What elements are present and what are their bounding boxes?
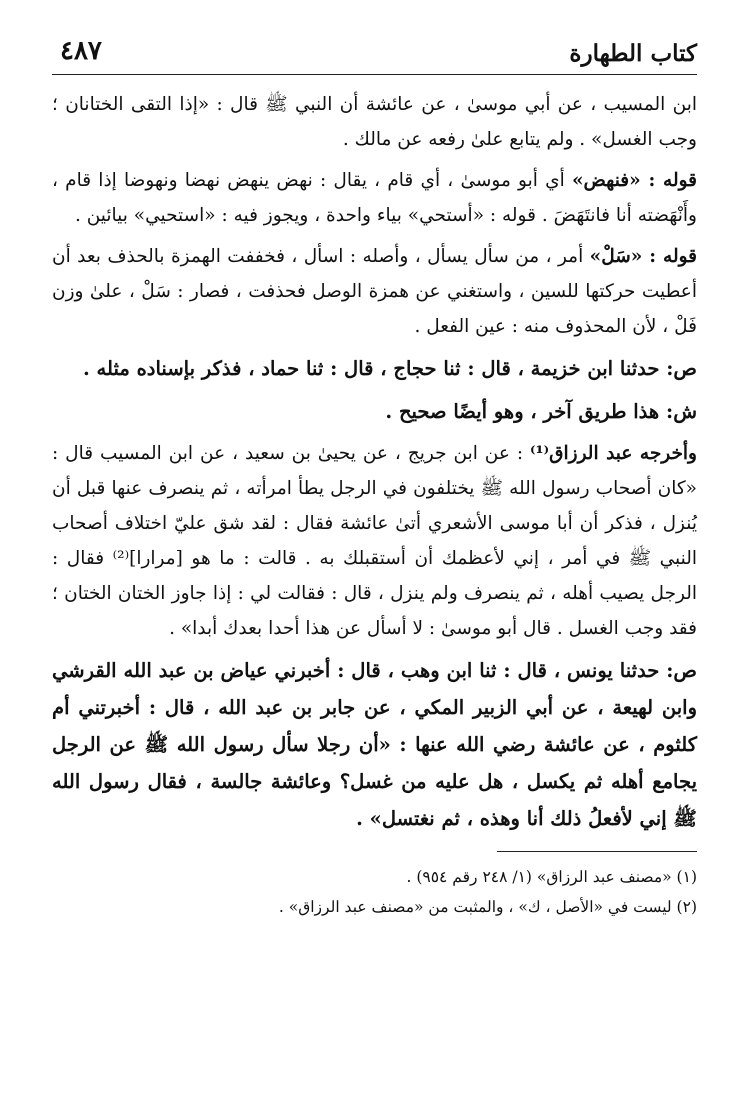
page-body — [52, 87, 697, 837]
page-header — [52, 30, 697, 74]
paragraph-6: وأخرجه عبد الرزاق⁽¹⁾ : عن ابن جريج ، عن يحيىٰ بن سعيد ، عن ابن المسيب قال : «كان أصحاب رسول الله ﷺ يختلفون في الرجل يطأ امرأته ، ثم ينصرف عنها قبل أن يُنزل ، فذكر أن أبا موسى الأشعري أتىٰ عائشة فقال : لقد شق عليّ اختلاف أصحاب النبي ﷺ في أمر ، إني لأعظمك أن أستقبلك به . قالت : ما هو [مرارا]⁽²⁾ فقال : الرجل يصيب أهله ، ثم ينصرف ولم ينزل ، قال : فقالت لي : إذا جاوز الختان الختان ؛ فقد وجب الغسل . قال أبو موسىٰ : لا أسأل عن هذا أحدا بعدك أبدا» . — [52, 443, 697, 639]
header-rule — [52, 74, 697, 75]
paragraph-2: قوله : «فنهض» أي أبو موسىٰ ، أي قام ، يقال : نهض ينهض نهضا ونهوضا إذا قام ، وأَنْهَضته أنا فانتَهَضَ . قوله : «أستحي» بياء واحدة ، ويجوز فيه : «استحيي» بيائين . — [52, 170, 697, 226]
book-page — [52, 30, 697, 1080]
footnote-1: (١) «مصنف عبد الرزاق» (١/ ٢٤٨ رقم ٩٥٤) . — [406, 868, 697, 886]
paragraph-5: ش: هذا طريق آخر ، وهو أيضًا صحيح . — [385, 400, 697, 423]
paragraph-lead: قوله : «سَلْ» — [589, 246, 697, 267]
paragraph-lead: وأخرجه عبد الرزاق⁽¹⁾ — [530, 443, 697, 464]
paragraph-1: ابن المسيب ، عن أبي موسىٰ ، عن عائشة أن النبي ﷺ قال : «إذا التقى الختانان ؛ وجب الغسل» . ولم يتابع علىٰ رفعه عن مالك . — [52, 94, 697, 150]
footnote-rule — [497, 851, 697, 852]
paragraph-7: ص: حدثنا يونس ، قال : ثنا ابن وهب ، قال : أخبرني عياض بن عبد الله القرشي وابن لهيعة ، عن أبي الزبير المكي ، عن جابر بن عبد الله ، قال : أخبرتني أم كلثوم ، عن عائشة رضي الله عنها : «أن رجلا سأل رسول الله ﷺ عن الرجل يجامع أهله ثم يكسل ، هل عليه من غسل؟ وعائشة جالسة ، فقال رسول الله ﷺ إني لأفعلُ ذلك أنا وهذه ، ثم نغتسل» . — [52, 659, 697, 830]
paragraph-4: ص: حدثنا ابن خزيمة ، قال : ثنا حجاج ، قال : ثنا حماد ، فذكر بإسناده مثله . — [82, 357, 697, 380]
book-title: كتاب الطهارة — [569, 40, 697, 67]
footnotes — [52, 862, 697, 922]
paragraph-3: قوله : «سَلْ» أمر ، من سأل يسأل ، وأصله : اسأل ، فخففت الهمزة بالحذف بعد أن أعطيت حركتها للسين ، واستغني عن همزة الوصل فحذفت ، فصار : سَلْ ، علىٰ وزن فَلْ ، لأن المحذوف منه : عين الفعل . — [52, 246, 697, 337]
footnote-2: (٢) ليست في «الأصل ، ك» ، والمثبت من «مصنف عبد الرزاق» . — [278, 898, 697, 916]
page-number: ٤٨٧ — [60, 36, 102, 66]
paragraph-lead: قوله : «فنهض» — [571, 170, 697, 191]
